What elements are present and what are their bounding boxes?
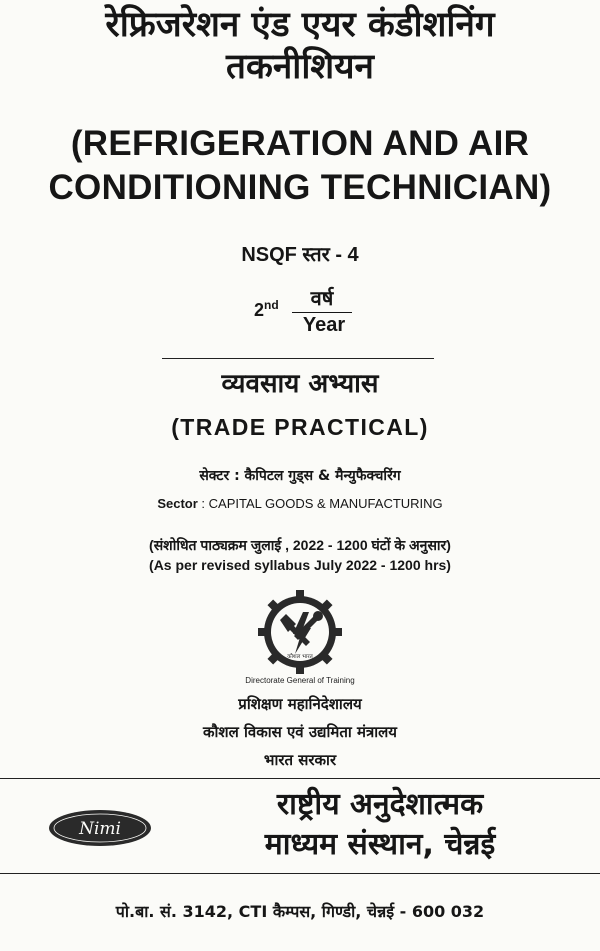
title-hindi-line1: रेफ्रिजरेशन एंड एयर कंडीशनिंग bbox=[105, 5, 495, 45]
divider-bottom-lower bbox=[0, 873, 600, 874]
sector-hindi: सेक्टर : कैपिटल गुड्स & मैन्युफैक्चरिंग bbox=[199, 468, 401, 484]
title-english-line1: (REFRIGERATION AND AIR bbox=[70, 124, 530, 163]
year-english: Year bbox=[302, 314, 346, 336]
dgt-logo-inner-text: कौशल भारत bbox=[287, 654, 313, 660]
trade-practical-english: (TRADE PRACTICAL) bbox=[171, 414, 429, 440]
sector-value: : CAPITAL GOODS & MANUFACTURING bbox=[201, 496, 443, 511]
sector-label: Sector bbox=[157, 496, 198, 511]
dgt-hindi-line3: भारत सरकार bbox=[263, 751, 337, 769]
dgt-hindi-line2: कौशल विकास एवं उद्यमिता मंत्रालय bbox=[202, 723, 398, 741]
nimi-logo-text: Nimi bbox=[79, 819, 121, 839]
year-suffix: nd bbox=[264, 298, 279, 312]
dgt-emblem-gear-icon bbox=[258, 590, 342, 674]
divider-bottom-upper bbox=[0, 778, 600, 779]
syllabus-hindi: (संशोधित पाठ्यक्रम जुलाई , 2022 - 1200 घंटों के अनुसार) bbox=[149, 537, 451, 553]
trade-practical-hindi: व्यवसाय अभ्यास bbox=[221, 369, 379, 399]
year-hindi: वर्ष bbox=[310, 286, 334, 310]
dgt-hindi-line1: प्रशिक्षण महानिदेशालय bbox=[238, 695, 362, 713]
title-hindi-line2: तकनीशियन bbox=[226, 47, 374, 87]
nsqf-level: NSQF स्तर - 4 bbox=[241, 244, 359, 266]
year-fraction-line bbox=[292, 312, 352, 313]
institute-hindi-line2: माध्यम संस्थान, चेन्नई bbox=[264, 827, 496, 862]
title-english-line2: CONDITIONING TECHNICIAN) bbox=[48, 168, 552, 207]
divider-top bbox=[162, 358, 434, 359]
syllabus-english: (As per revised syllabus July 2022 - 1200 hrs) bbox=[149, 557, 451, 573]
sector-english bbox=[0, 496, 600, 511]
year-number: 2nd bbox=[254, 298, 279, 320]
nimi-oval-logo bbox=[48, 803, 152, 853]
year-fraction bbox=[254, 284, 364, 344]
institute-hindi-line1: राष्ट्रीय अनुदेशात्मक bbox=[276, 787, 484, 822]
address: पो.बा. सं. 3142, CTI कैम्पस, गिण्डी, चेन्नई - 600 032 bbox=[115, 902, 485, 921]
dgt-logo-caption: Directorate General of Training bbox=[245, 676, 355, 685]
